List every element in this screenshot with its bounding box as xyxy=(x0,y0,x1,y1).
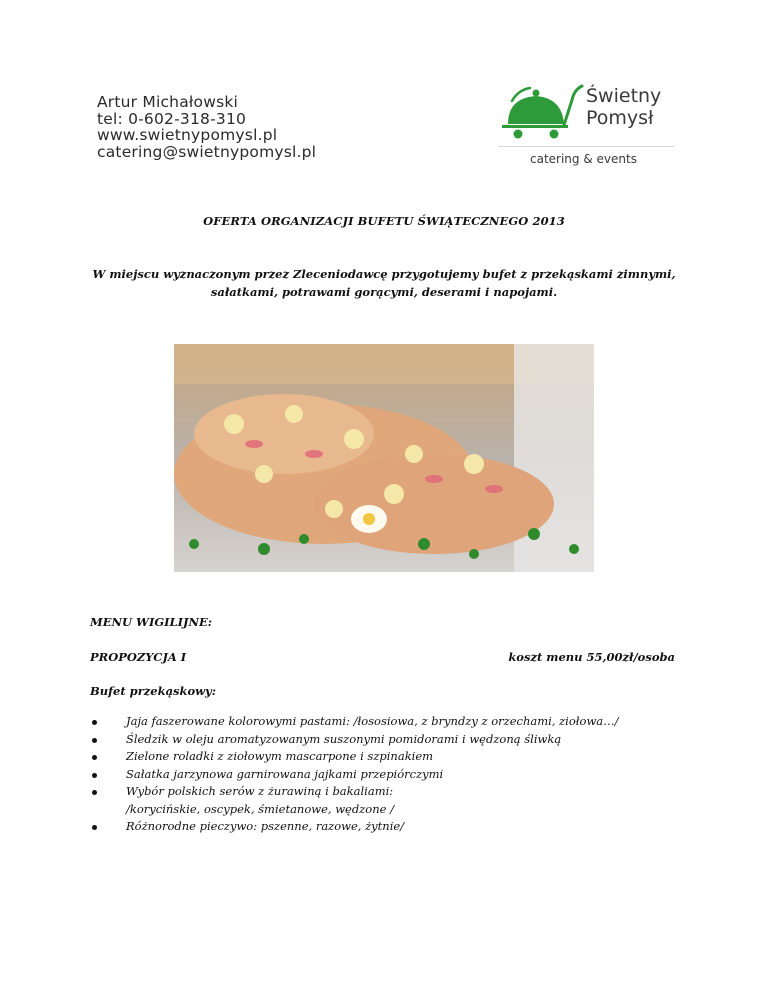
logo-wordmark-line2: Pomysł xyxy=(586,107,654,129)
contact-website: www.swietnypomysl.pl xyxy=(97,126,278,144)
offer-title: OFERTA ORGANIZACJI BUFETU ŚWIĄTECZNEGO 2013 xyxy=(203,214,565,228)
contact-name: Artur Michałowski xyxy=(97,93,239,111)
list-item-text: Sałatka jarzynowa garnirowana jajkami przepiórczymi xyxy=(126,766,444,781)
contact-email: catering@swietnypomysl.pl xyxy=(97,142,317,161)
logo-divider xyxy=(498,146,674,147)
list-item-continuation: /korycińskie, oscypek, śmietanowe, wędzone / xyxy=(126,801,394,816)
buffet-photo xyxy=(174,344,594,572)
proposal-price: koszt menu 55,00zł/osoba xyxy=(508,650,675,664)
list-item xyxy=(90,783,619,818)
list-item-text: Śledzik w oleju aromatyzowanym suszonymi pomidorami i wędzoną śliwką xyxy=(126,731,562,746)
contact-phone: tel: 0-602-318-310 xyxy=(97,109,247,128)
list-item xyxy=(90,818,619,836)
list-item xyxy=(90,766,619,784)
list-item xyxy=(90,731,619,749)
company-logo xyxy=(498,80,674,172)
list-item xyxy=(90,748,619,766)
list-item-text: Wybór polskich serów z żurawiną i bakaliami: xyxy=(126,784,394,798)
list-item-text: Jaja faszerowane kolorowymi pastami: /łososiowa, z bryndzy z orzechami, ziołowa…/ xyxy=(126,714,619,728)
intro-paragraph: W miejscu wyznaczonym przez Zleceniodawcę przygotujemy bufet z przekąskami zimnymi, sałatkami, potrawami gorącymi, deserami i napojami. xyxy=(92,267,676,299)
list-item-text: Różnorodne pieczywo: pszenne, razowe, żytnie/ xyxy=(126,819,405,833)
logo-wordmark-line1: Świetny xyxy=(586,85,662,107)
list-item-text: Zielone roladki z ziołowym mascarpone i szpinakiem xyxy=(126,749,434,763)
list-item xyxy=(90,713,619,731)
cloche-cart-icon xyxy=(498,80,584,140)
buffet-subtitle: Bufet przekąskowy: xyxy=(90,684,216,698)
menu-section-title: MENU WIGILIJNE: xyxy=(90,615,212,629)
proposal-title: PROPOZYCJA I xyxy=(90,650,187,664)
logo-tagline: catering & events xyxy=(530,152,637,166)
contact-block xyxy=(97,94,316,160)
menu-items-list xyxy=(90,713,619,836)
